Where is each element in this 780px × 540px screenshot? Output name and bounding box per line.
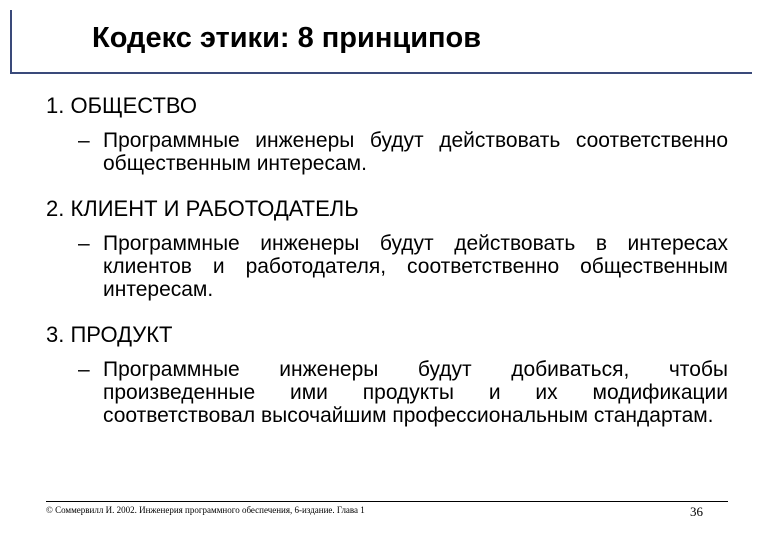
section-heading: 3. ПРОДУКТ (46, 322, 173, 347)
section-heading: 1. ОБЩЕСТВО (46, 93, 197, 118)
section-society (46, 92, 728, 175)
principle-text: Программные инженеры будут действовать в интересах клиентов и работодателя, соответственно общественным интересам. (103, 232, 728, 301)
section-heading: 2. КЛИЕНТ И РАБОТОДАТЕЛЬ (46, 196, 359, 221)
section-product (46, 321, 728, 427)
slide-title: Кодекс этики: 8 принципов (92, 22, 482, 54)
principle-item (46, 129, 728, 175)
dash-bullet: – (78, 232, 90, 255)
principle-item (46, 358, 728, 427)
principle-text: Программные инженеры будут добиваться, чтобы произведенные ими продукты и их модификации соответствовал высочайшим профессиональным стандартам. (103, 358, 728, 427)
page-number: 36 (690, 504, 703, 519)
footer-divider (46, 501, 728, 502)
footer-citation: © Соммервилл И. 2002. Инженерия программного обеспечения, 6-издание. Глава 1 (46, 505, 365, 515)
dash-bullet: – (78, 358, 90, 381)
principle-item (46, 232, 728, 301)
section-client-employer (46, 195, 728, 301)
dash-bullet: – (78, 129, 90, 152)
slide-content (46, 92, 728, 427)
principle-text: Программные инженеры будут действовать соответственно общественным интересам. (103, 129, 728, 175)
